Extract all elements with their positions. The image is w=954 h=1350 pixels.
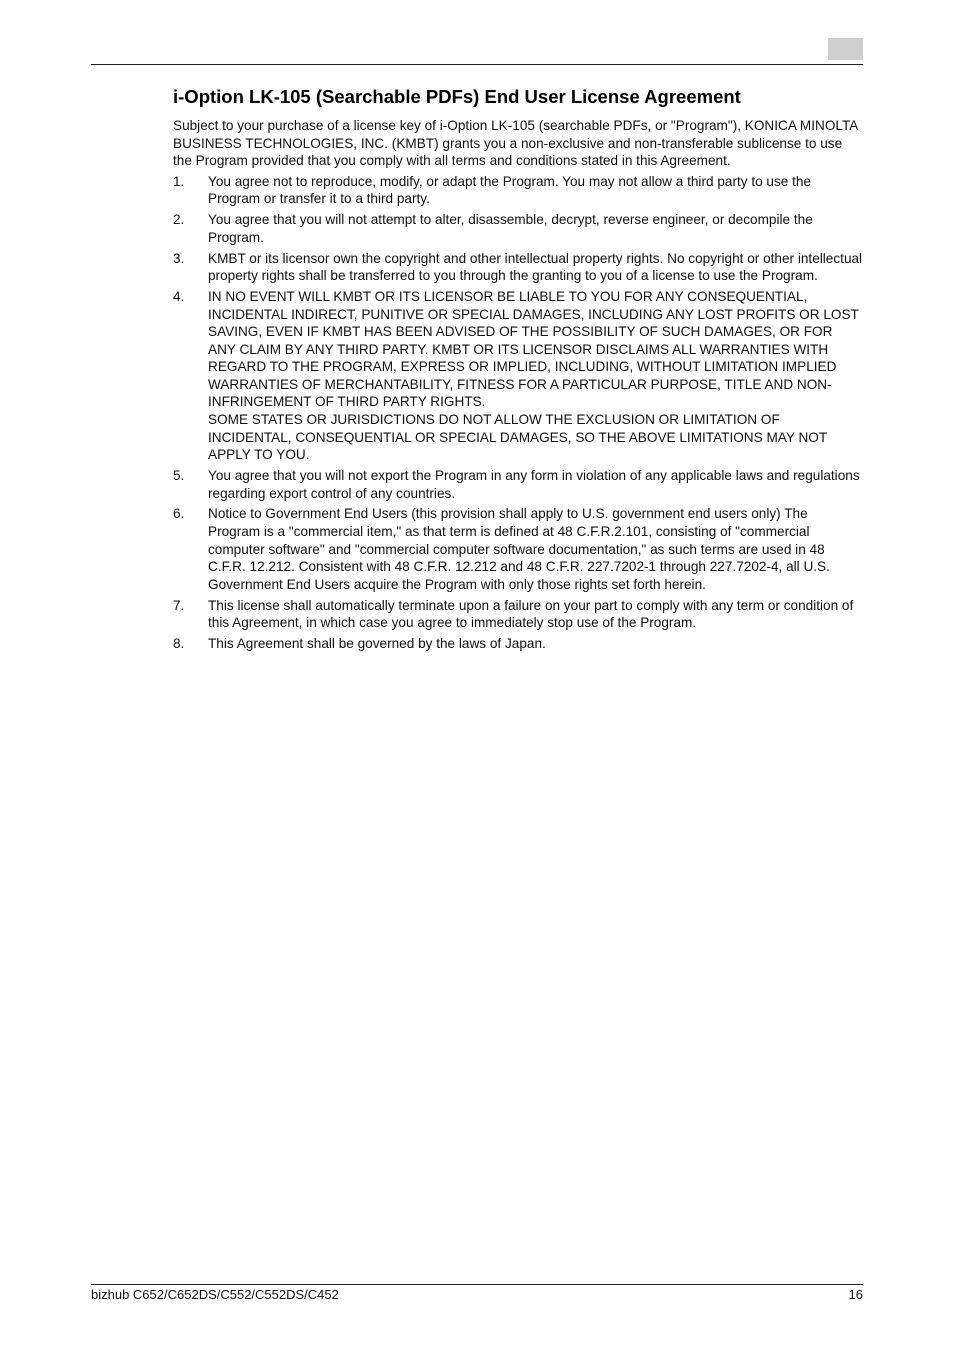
clause-number: 5. (173, 468, 185, 484)
clause-8 (173, 635, 863, 653)
clause-text: This license shall automatically terminate upon a failure on your part to comply with any term or condition of this Agreement, in which case you agree to immediately stop use of the Program. (208, 597, 854, 631)
clause-number: 8. (173, 635, 185, 651)
clause-number: 3. (173, 250, 185, 266)
page-number: 16 (848, 1287, 863, 1302)
clause-text-continued: SOME STATES OR JURISDICTIONS DO NOT ALLOW THE EXCLUSION OR LIMITATION OF INCIDENTAL, CONSEQUENTIAL OR SPECIAL DAMAGES, SO THE ABOVE LIMITATIONS MAY NOT APPLY TO YOU. (208, 412, 827, 463)
clause-text: You agree not to reproduce, modify, or adapt the Program. You may not allow a third party to use the Program or transfer it to a third party. (208, 173, 812, 207)
clause-2 (173, 211, 863, 246)
clause-text: This Agreement shall be governed by the laws of Japan. (208, 635, 546, 651)
clause-1 (173, 173, 863, 208)
clause-number: 7. (173, 597, 185, 613)
page-title: i-Option LK-105 (Searchable PDFs) End User License Agreement (173, 86, 741, 107)
clause-text: IN NO EVENT WILL KMBT OR ITS LICENSOR BE LIABLE TO YOU FOR ANY CONSEQUENTIAL, INCIDENTAL INDIRECT, PUNITIVE OR SPECIAL DAMAGES, INCLUDING ANY LOST PROFITS OR LOST SAVING, EVEN IF KMBT HAS BEEN ADVISED OF THE POSSIBILITY OF SUCH DAMAGES, OR FOR ANY CLAIM BY ANY THIRD PARTY. KMBT OR ITS LICENSOR DISCLAIMS ALL WARRANTIES WITH REGARD TO THE PROGRAM, EXPRESS OR IMPLIED, INCLUDING, WITHOUT LIMITATION IMPLIED WARRANTIES OF MERCHANTABILITY, FITNESS FOR A PARTICULAR PURPOSE, TITLE AND NON-INFRINGEMENT OF THIRD PARTY RIGHTS. (208, 288, 859, 410)
clause-number: 6. (173, 506, 185, 522)
clause-6 (173, 505, 863, 593)
clause-text: You agree that you will not export the Program in any form in violation of any applicable laws and regulations regarding export control of any countries. (208, 468, 860, 501)
clause-4 (173, 288, 863, 464)
clause-list (173, 173, 863, 653)
clause-text: You agree that you will not attempt to alter, disassemble, decrypt, reverse engineer, or decompile the Program. (208, 212, 813, 245)
footer-rule (91, 1284, 863, 1285)
clause-text: KMBT or its licensor own the copyright and other intellectual property rights. No copyright or other intellectual property rights shall be transferred to you through the granting to you of a license to use the Program. (208, 250, 863, 284)
chapter-tab-marker (828, 38, 863, 60)
page-content (173, 85, 863, 656)
intro-paragraph: Subject to your purchase of a license key of i-Option LK-105 (searchable PDFs, or "Program"), KONICA MINOLTA BUSINESS TECHNOLOGIES, INC. (KMBT) grants you a non-exclusive and non-transferable sublicense to use the Program provided that you comply with all terms and conditions stated in this Agreement. (173, 118, 858, 169)
header-rule (91, 64, 863, 65)
clause-number: 2. (173, 212, 185, 228)
clause-5 (173, 467, 863, 502)
clause-number: 1. (173, 173, 185, 189)
clause-text: Notice to Government End Users (this provision shall apply to U.S. government end users only) The Program is a "commercial item," as that term is defined at 48 C.F.R.2.101, consisting of "commercial computer software" and "commercial computer software documentation," as such terms are used in 48 C.F.R. 12.212. Consistent with 48 C.F.R. 12.212 and 48 C.F.R. 227.7202-1 through 227.7202-4, all U.S. Government End Users acquire the Program with only those rights set forth herein. (208, 506, 830, 592)
clause-3 (173, 250, 863, 285)
clause-7 (173, 597, 863, 632)
clause-number: 4. (173, 288, 185, 304)
footer-model-name: bizhub C652/C652DS/C552/C552DS/C452 (91, 1287, 339, 1302)
